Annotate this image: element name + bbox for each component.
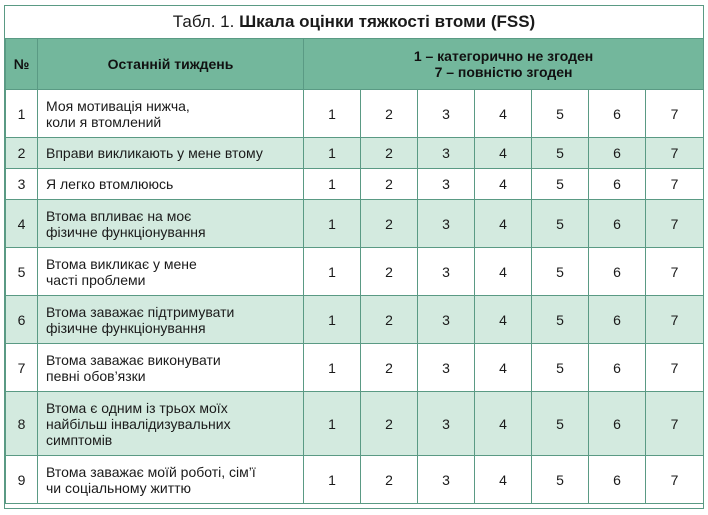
score-option[interactable]: 2: [361, 90, 418, 138]
fss-table: [5, 38, 704, 504]
score-option[interactable]: 6: [589, 296, 646, 344]
score-option[interactable]: 7: [646, 90, 704, 138]
score-option[interactable]: 1: [304, 138, 361, 169]
score-option[interactable]: 7: [646, 169, 704, 200]
row-statement: [38, 456, 304, 504]
score-option[interactable]: 3: [418, 392, 475, 456]
row-number: 1: [6, 90, 38, 138]
statement-line: фізичне функціонування: [46, 223, 206, 240]
score-option[interactable]: 4: [475, 200, 532, 248]
statement-line: Втома заважає підтримувати: [46, 303, 235, 320]
score-option[interactable]: 5: [532, 456, 589, 504]
score-option[interactable]: 4: [475, 138, 532, 169]
header-scale-line1: 1 – категорично не згоден: [413, 48, 594, 64]
caption-prefix: Табл. 1.: [172, 12, 235, 31]
row-number: 9: [6, 456, 38, 504]
score-option[interactable]: 3: [418, 296, 475, 344]
score-option[interactable]: 4: [475, 456, 532, 504]
score-option[interactable]: 6: [589, 169, 646, 200]
statement-line: чи соціальному життю: [46, 479, 192, 496]
statement-line: часті проблеми: [46, 271, 146, 288]
score-option[interactable]: 2: [361, 344, 418, 392]
score-option[interactable]: 5: [532, 296, 589, 344]
score-option[interactable]: 5: [532, 138, 589, 169]
score-option[interactable]: 4: [475, 296, 532, 344]
table-row: [6, 344, 704, 392]
score-option[interactable]: 6: [589, 138, 646, 169]
score-option[interactable]: 5: [532, 248, 589, 296]
statement-line: Втома впливає на моє: [46, 207, 192, 224]
score-option[interactable]: 2: [361, 169, 418, 200]
table-row: [6, 169, 704, 200]
score-option[interactable]: 4: [475, 344, 532, 392]
row-statement: [38, 344, 304, 392]
score-option[interactable]: 6: [589, 200, 646, 248]
score-option[interactable]: 4: [475, 392, 532, 456]
score-option[interactable]: 1: [304, 248, 361, 296]
score-option[interactable]: 6: [589, 248, 646, 296]
header-scale: [304, 39, 704, 90]
statement-line: симптомів: [46, 431, 113, 448]
score-option[interactable]: 5: [532, 90, 589, 138]
score-option[interactable]: 7: [646, 200, 704, 248]
score-option[interactable]: 6: [589, 456, 646, 504]
statement-line: Моя мотивація нижча,: [46, 97, 190, 114]
score-option[interactable]: 6: [589, 90, 646, 138]
score-option[interactable]: 5: [532, 200, 589, 248]
score-option[interactable]: 7: [646, 456, 704, 504]
row-statement: [38, 392, 304, 456]
row-number: 3: [6, 169, 38, 200]
score-option[interactable]: 6: [589, 344, 646, 392]
statement-line: Втома викликає у мене: [46, 255, 197, 272]
score-option[interactable]: 3: [418, 456, 475, 504]
header-item: Останній тиждень: [38, 39, 304, 90]
statement-line: коли я втомлений: [46, 113, 162, 130]
score-option[interactable]: 7: [646, 138, 704, 169]
score-option[interactable]: 2: [361, 456, 418, 504]
score-option[interactable]: 5: [532, 392, 589, 456]
score-option[interactable]: 1: [304, 90, 361, 138]
statement-line: Втома є одним із трьох моїх: [46, 399, 228, 416]
score-option[interactable]: 2: [361, 138, 418, 169]
score-option[interactable]: 4: [475, 169, 532, 200]
table-row: [6, 456, 704, 504]
statement-line: фізичне функціонування: [46, 319, 206, 336]
statement-line: Вправи викликають у мене втому: [46, 145, 263, 161]
row-statement: [38, 296, 304, 344]
statement-line: найбільш інвалідизувальних: [46, 415, 231, 432]
row-number: 5: [6, 248, 38, 296]
score-option[interactable]: 7: [646, 344, 704, 392]
score-option[interactable]: 3: [418, 200, 475, 248]
table-row: [6, 392, 704, 456]
row-number: 2: [6, 138, 38, 169]
table-header-row: [6, 39, 704, 90]
header-scale-line2: 7 – повністю згоден: [434, 64, 573, 80]
score-option[interactable]: 4: [475, 90, 532, 138]
row-statement: [38, 248, 304, 296]
row-statement: [38, 138, 304, 169]
row-number: 4: [6, 200, 38, 248]
row-number: 6: [6, 296, 38, 344]
score-option[interactable]: 6: [589, 392, 646, 456]
score-option[interactable]: 5: [532, 169, 589, 200]
score-option[interactable]: 1: [304, 344, 361, 392]
score-option[interactable]: 2: [361, 248, 418, 296]
row-number: 8: [6, 392, 38, 456]
row-statement: [38, 200, 304, 248]
table-row: [6, 200, 704, 248]
score-option[interactable]: 1: [304, 296, 361, 344]
score-option[interactable]: 3: [418, 344, 475, 392]
score-option[interactable]: 7: [646, 392, 704, 456]
statement-line: Втома заважає моїй роботі, сім’ї: [46, 463, 256, 480]
score-option[interactable]: 7: [646, 296, 704, 344]
row-statement: [38, 90, 304, 138]
score-option[interactable]: 3: [418, 138, 475, 169]
table-row: [6, 248, 704, 296]
score-option[interactable]: 1: [304, 392, 361, 456]
score-option[interactable]: 2: [361, 296, 418, 344]
score-option[interactable]: 2: [361, 200, 418, 248]
row-statement: [38, 169, 304, 200]
score-option[interactable]: 1: [304, 200, 361, 248]
score-option[interactable]: 1: [304, 169, 361, 200]
row-number: 7: [6, 344, 38, 392]
score-option[interactable]: 4: [475, 248, 532, 296]
header-num: №: [6, 39, 38, 90]
score-option[interactable]: 3: [418, 90, 475, 138]
table-row: [6, 296, 704, 344]
table-row: [6, 138, 704, 169]
caption-title: Шкала оцінки тяжкості втоми (FSS): [239, 12, 536, 31]
score-option[interactable]: 3: [418, 248, 475, 296]
score-option[interactable]: 3: [418, 169, 475, 200]
score-option[interactable]: 5: [532, 344, 589, 392]
statement-line: Я легко втомлююсь: [46, 176, 174, 192]
fss-table-figure: [4, 5, 704, 509]
score-option[interactable]: 2: [361, 392, 418, 456]
statement-line: Втома заважає виконувати: [46, 351, 221, 368]
score-option[interactable]: 7: [646, 248, 704, 296]
table-row: [6, 90, 704, 138]
statement-line: певні обов’язки: [46, 367, 146, 384]
score-option[interactable]: 1: [304, 456, 361, 504]
table-caption: [5, 6, 703, 38]
